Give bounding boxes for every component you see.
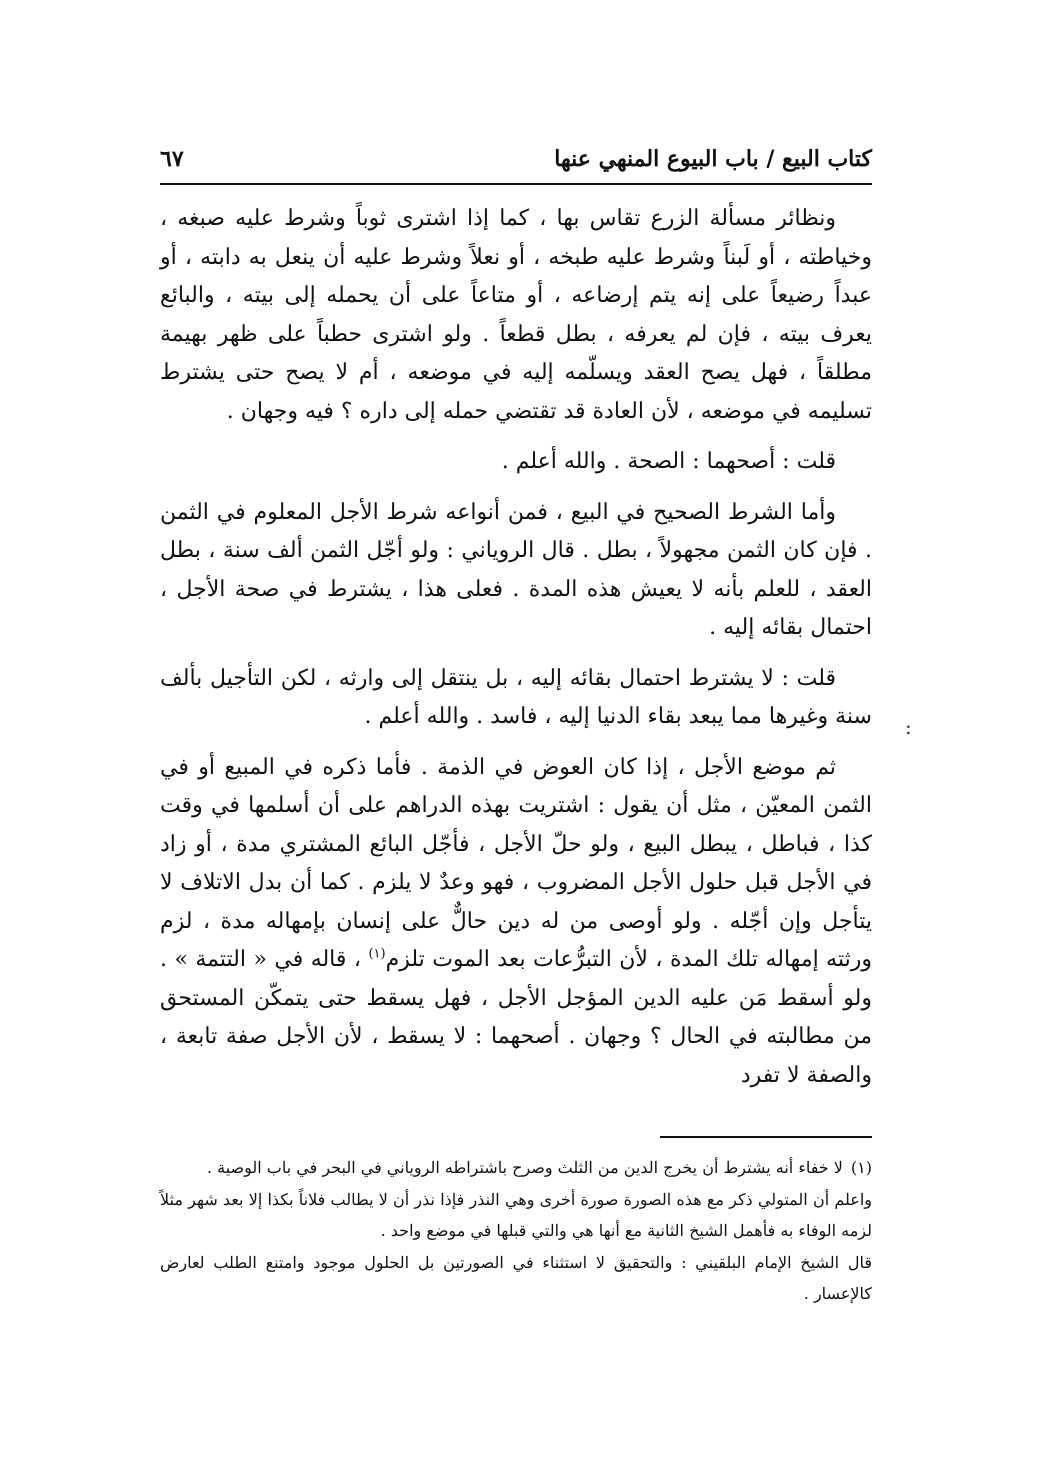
- footnote-line-2: واعلم أن المتولي ذكر مع هذه الصورة صورة أخرى وهي النذر فإذا نذر أن لا يطالب فلاناً بكذا إلا بعد شهر مثلاً لزمه الوفاء به فأهمل الشيخ الثانية مع أنها هي والتي قبلها في موضع واحد .: [160, 1189, 872, 1240]
- running-title: كتاب البيع / باب البيوع المنهي عنها: [554, 146, 872, 172]
- paragraph-3: وأما الشرط الصحيح في البيع ، فمن أنواعه شرط الأجل المعلوم في الثمن . فإن كان الثمن مجهولاً ، بطل . قال الروياني : ولو أجّل الثمن ألف سنة ، بطل العقد ، للعلم بأنه لا يعيش هذه المدة . فعلى هذا ، يشترط في صحة الأجل ، احتمال بقائه إليه .: [160, 499, 872, 640]
- footnote-text-1: لا خفاء أنه يشترط أن يخرج الدين من الثلث وصرح باشتراطه الروياني في البحر في باب الوصية .: [206, 1158, 843, 1177]
- paragraph-4: قلت : لا يشترط احتمال بقائه إليه ، بل ينتقل إلى وارثه ، لكن التأجيل بألف سنة وغيرها مما يبعد بقاء الدنيا إليه ، فاسد . والله أعلم .: [160, 665, 872, 729]
- footnote-line-1: [160, 1152, 872, 1184]
- header-rule: [160, 183, 872, 185]
- footnote-rule: [660, 1136, 872, 1138]
- main-text: [160, 200, 872, 1095]
- paragraph-2: قلت : أصحهما : الصحة . والله أعلم .: [501, 449, 836, 474]
- paragraph-5: [160, 749, 872, 1096]
- paragraph-1: ونظائر مسألة الزرع تقاس بها ، كما إذا اشترى ثوباً وشرط عليه صبغه ، وخياطته ، أو لَبناً وشرط عليه طبخه ، أو نعلاً وشرط عليه أن ينعل به دابته ، أو عبداً رضيعاً على إنه يتم إرضاعه ، أو متاعاً على أن يحمله إلى بيته ، والبائع يعرف بيته ، فإن لم يعرفه ، بطل قطعاً . ولو اشترى حطباً على ظهر بهيمة مطلقاً ، فهل يصح العقد ويسلّمه إليه في موضعه ، أم لا يصح حتى يشترط تسليمه في موضعه ، لأن العادة قد تقتضي حمله إلى داره ؟ فيه وجهان .: [160, 206, 872, 424]
- paragraph-5-text-b: ، قاله في « التتمة » . ولو أسقط مَن عليه الدين المؤجل الأجل ، فهل يسقط حتى يتمكّن المستحق من مطالبته في الحال ؟ وجهان . أصحهما : لا يسقط ، لأن الأجل صفة تابعة ، والصفة لا تفرد: [160, 947, 872, 1088]
- page-header: [160, 140, 872, 180]
- footnote-reference[interactable]: (١): [368, 946, 386, 962]
- footnotes: [160, 1152, 872, 1310]
- page-number: ٦٧: [160, 146, 184, 172]
- margin-mark: :: [905, 715, 912, 739]
- footnote-number: (١): [850, 1158, 872, 1177]
- footnote-line-3: قال الشيخ الإمام البلقيني : والتحقيق لا استثناء في الصورتين بل الحلول موجود وامتنع الطلب لعارض كالإعسار .: [160, 1252, 872, 1303]
- paragraph-5-text-a: ثم موضع الأجل ، إذا كان العوض في الذمة . فأما ذكره في المبيع أو في الثمن المعيّن ، مثل أن يقول : اشتريت بهذه الدراهم على أن أسلمها في وقت كذا ، فباطل ، يبطل البيع ، ولو حلّ الأجل ، فأجّل البائع المشتري مدة ، أو زاد في الأجل قبل حلول الأجل المضروب ، فهو وعدٌ لا يلزم . كما أن بدل الاتلاف لا يتأجل وإن أجّله . ولو أوصى من له دين حالٌّ على إنسان بإمهاله مدة ، لزم ورثته إمهاله تلك المدة ، لأن التبرُّعات بعد الموت تلزم: [160, 754, 872, 972]
